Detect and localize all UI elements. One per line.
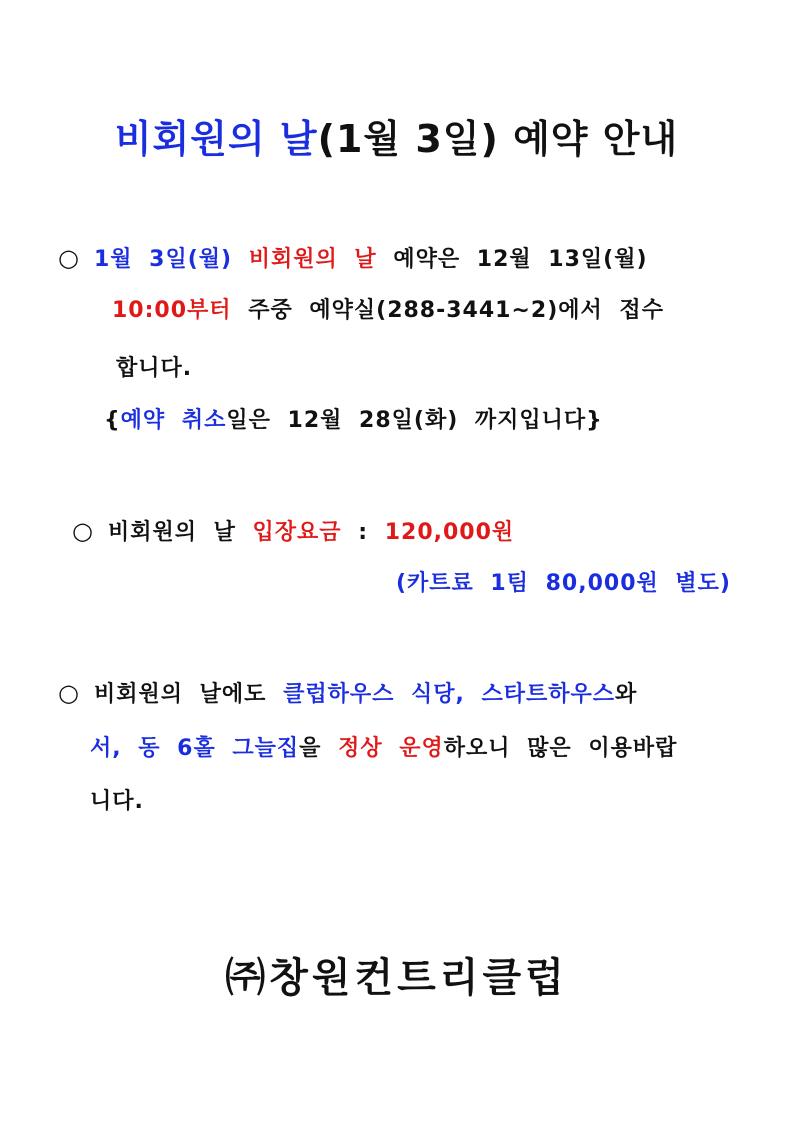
section1-cancel-line [104,406,603,436]
section2-text1: 비회원의 날 [107,520,236,545]
cancel-open-brace: { [104,408,121,433]
section3-line1 [58,678,637,710]
fee-label: 입장요금 [252,520,342,545]
section3-facilities1: 클럽하우스 식당, 스타트하우스 [283,682,616,707]
section1-date: 1월 3일(월) [93,247,233,272]
section1-text3: 합니다. [116,356,193,381]
fee-colon: : [358,520,369,545]
section3-text3: 을 [299,736,322,761]
cart-fee-note [396,569,731,599]
cancel-text: 일은 12월 28일(화) 까지입니다} [226,408,603,433]
section1-line2 [112,296,664,326]
title-date-text: (1월 3일) 예약 안내 [317,117,679,161]
company-name: ㈜창원컨트리클럽 [225,955,568,1001]
section1-event: 비회원의 날 [248,247,377,272]
cancel-label: 예약 취소 [120,408,227,433]
section3-line3 [90,787,144,817]
section3-text1: 비회원의 날에도 [93,682,267,707]
bullet-icon: ○ [58,244,80,272]
section2-line1 [72,516,514,548]
section3-facilities2: 서, 동 6홀 그늘집 [90,736,300,761]
cart-note-text: (카트료 1팀 80,000원 별도) [395,571,731,596]
section3-line2 [90,734,677,764]
page-title [0,108,793,163]
section3-text2: 와 [615,682,638,707]
section1-text2: 주중 예약실(288-3441∼2)에서 접수 [248,298,664,323]
section1-line1 [58,243,648,275]
bullet-icon: ○ [58,679,80,707]
section3-text4: 하오니 많은 이용바랍 [443,736,678,761]
title-event-name: 비회원의 날 [114,117,318,161]
section3-status: 정상 운영 [338,736,444,761]
section1-time: 10:00부터 [112,298,232,323]
section1-line3 [116,354,192,384]
section3-text5: 니다. [90,789,144,814]
bullet-icon: ○ [72,517,94,545]
fee-value: 120,000원 [384,520,515,545]
section1-text1: 예약은 12월 13일(월) [393,247,648,272]
